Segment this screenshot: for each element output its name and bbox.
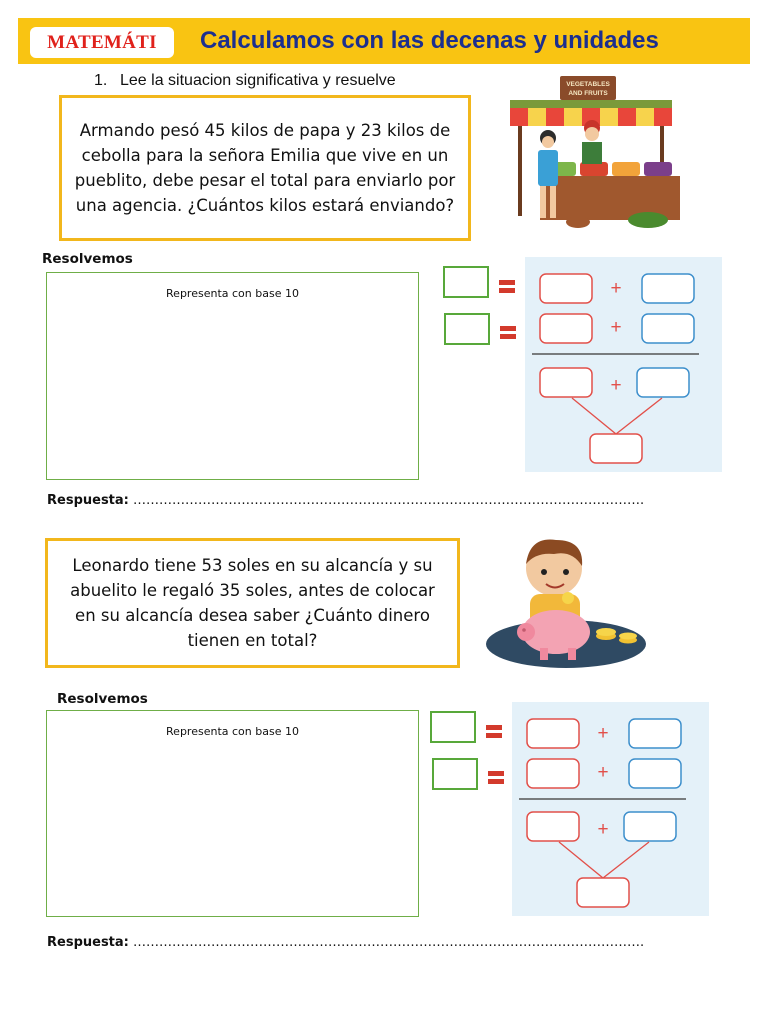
total-box-1 <box>590 434 642 463</box>
stand-sign-line2: AND FRUITS <box>568 90 608 97</box>
plus-sign: + <box>610 375 622 396</box>
tens-box-2a <box>527 719 579 748</box>
units-box-1b <box>642 314 694 343</box>
answer-box-bottom-2[interactable] <box>432 758 478 790</box>
work-area-1[interactable] <box>46 272 419 480</box>
subject-badge: MATEMÁTI <box>30 27 174 58</box>
tens-box-1b <box>540 314 592 343</box>
header-bar <box>18 18 750 64</box>
total-box-2 <box>577 878 629 907</box>
answer-box-top-1[interactable] <box>443 266 489 298</box>
work-area-2[interactable] <box>46 710 419 917</box>
units-box-2a <box>629 719 681 748</box>
problem-1-text: Armando pesó 45 kilos de papa y 23 kilos de cebolla para la señora Emilia que vive en un pueblito, debe pesar el total para enviarlo por una agencia. ¿Cuántos kilos estará enviando? <box>74 121 456 215</box>
respuesta-line-1[interactable] <box>47 493 644 508</box>
work-area-2-caption: Representa con base 10 <box>166 725 299 738</box>
plus-sign: + <box>610 317 622 338</box>
tens-sum-box-2 <box>527 812 579 841</box>
instruction-number: 1. <box>94 72 108 89</box>
problem-2-text: Leonardo tiene 53 soles en su alcancía y su abuelito le regaló 35 soles, antes de colocar en su alcancía desea saber ¿Cuánto dinero tienen en total? <box>70 556 435 650</box>
tens-sum-box-1 <box>540 368 592 397</box>
units-sum-box-1 <box>637 368 689 397</box>
instruction-text: Lee la situacion significativa y resuelve <box>120 72 396 89</box>
answer-box-top-2[interactable] <box>430 711 476 743</box>
respuesta-dots: ………………………………………………………………………………………………………. <box>133 493 645 508</box>
units-box-1a <box>642 274 694 303</box>
units-box-2b <box>629 759 681 788</box>
tens-box-2b <box>527 759 579 788</box>
instruction <box>94 71 396 91</box>
respuesta-label: Respuesta: <box>47 935 129 950</box>
plus-sign: + <box>597 819 609 840</box>
work-area-1-caption: Representa con base 10 <box>166 287 299 300</box>
resolvemos-heading-1: Resolvemos <box>42 251 133 267</box>
decomposition-panel-1 <box>525 257 722 472</box>
units-sum-box-2 <box>624 812 676 841</box>
stand-sign-line1: VEGETABLES <box>566 81 610 88</box>
equals-icon <box>488 771 504 784</box>
respuesta-label: Respuesta: <box>47 493 129 508</box>
decomposition-panel-2 <box>512 702 709 916</box>
tens-box-1a <box>540 274 592 303</box>
answer-box-bottom-1[interactable] <box>444 313 490 345</box>
boy-piggy-bank-illustration <box>486 536 648 670</box>
resolvemos-heading-2: Resolvemos <box>57 691 148 707</box>
respuesta-line-2[interactable] <box>47 935 644 950</box>
page-title: Calculamos con las decenas y unidades <box>200 27 659 54</box>
plus-sign: + <box>610 278 622 299</box>
equals-icon <box>499 280 515 293</box>
respuesta-dots: ………………………………………………………………………………………………………. <box>133 935 645 950</box>
vegetable-stand-illustration <box>500 76 686 232</box>
equals-icon <box>500 326 516 339</box>
plus-sign: + <box>597 723 609 744</box>
problem-2-box <box>45 538 460 668</box>
problem-1-box <box>59 95 471 241</box>
plus-sign: + <box>597 762 609 783</box>
equals-icon <box>486 725 502 738</box>
